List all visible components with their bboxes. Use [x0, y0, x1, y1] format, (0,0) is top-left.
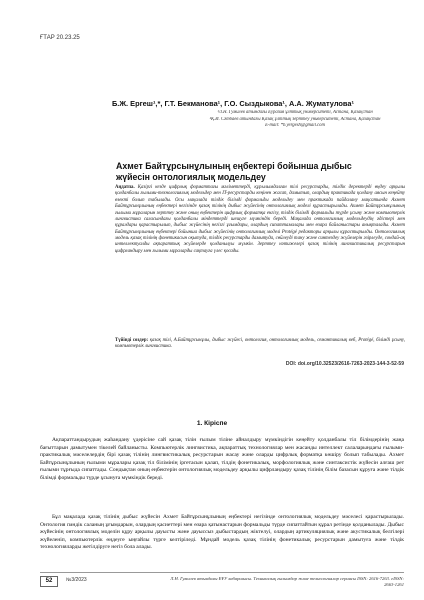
abstract-text: Қазіргі кезде цифрлық форматтағы мәліметтерді, құрылымдалған тілі ресурстарды, тілдік деректерді өңдеу арқылы қолданбалы ғылыми-технологиялық модельдер мен IT-ресурстарды кеңінен жасап, дамытып, олардың практикада қолдану аясын кеңейту өзекті болып табылады. Осы мақалада тілдік білімді формальды модельдеу мен практикада пайдалану мақсатында Ахмет Байтұрсынұлының еңбектері негізінде қазақ тілінің дыбыс жүйесінің онтологиялық моделі құрастырылады. Ахмет Байтұрсынұлының ғылыми мұраларын зерттеу және оның еңбектерін цифрлық форматқа енгізу, тілдік білімді формальды түрде ұсыну және компьютерлік лингвистика саласындағы қолданбалы міндеттерді шешуге мүмкіндік береді. Мақалада онтологиялық модельдеудің әдістері мен құралдары қарастырылып, дыбыс жүйесінің негізгі ұғымдары, олардың сипаттамалары мен өзара байланыстары анықталады. Ахмет Байтұрсынұлының еңбектері бойынша дыбыс жүйесінің онтологиялық моделі Protégé редакторы арқылы құрастырылды. Онтологиялық модель қазақ тілінің фонетикасын оқытуда, тілдік ресурстарды дамытуда, сөйлеуді тану және синтездеу жүйелерін әзірлеуде, сондай-ақ интеллектуалды ақпараттық жүйелерде қолданылуы мүмкін. Зерттеу нәтижелері қазақ тілінің лингвистикалық ресурстарын цифрландыру мен ғылыми мұраларды сақтауға үлес қосады. — [115, 185, 405, 254]
affiliation-2: ²Қ.И. Сәтбаев атындағы Қазақ ұлттық зерттеу университеті, Астана, Қазақстан — [209, 116, 381, 122]
page-number: 52 — [40, 576, 58, 587]
journal-name: Л.Н. Гумилев атындағы ЕҰУ хабаршысы. Техникалық ғылымдар және технологиялар сериясы ISSN: 2616-7263. eISSN: 2663-1261 — [170, 576, 404, 587]
article-title: Ахмет Байтұрсынұлының еңбектері бойынша дыбыс жүйесін онтологиялық модельдеу — [116, 161, 352, 183]
doi-link[interactable]: DOI: doi.org/10.32523/2616-7263-2023-144-3-52-59 — [285, 361, 404, 367]
affiliation-1: ¹Л.Н. Гумилев атындағы Еуразия ұлттық университеті, Астана, Қазақстан — [217, 110, 373, 115]
body-paragraph: Бұл мақалада қазақ тілінің дыбыс жүйесін Ахмет Байтұрсынұлының еңбектері негізінде онтологиялық модельдеу мәселесі қарастырылады. Онтология пәндік саланың ұғымдарын, олардың қасиеттері мен өзара қатынастарын формальды түрде сипаттайтын құрал ретінде қолданылады. Дыбыс жүйесінің онтологиялық моделін құру арқылы дауысты және дауыссыз дыбыстардың жіктелуі, олардың артикуляциялық және акустикалық белгілері жүйеленіп, компьютерлік өңдеуге ыңғайлы түрге келтіріледі. Мұндай модель қазақ тілінің фонетикалық ресурстарын дамытуға және тілдік технологияларды жетілдіруге негіз бола алады. — [40, 514, 404, 551]
keywords-text: қазақ тілі, А.Байтұрсынұлы, дыбыс жүйесі, онтология, онтологиялық модель, семантикалық веб, Protégé, білімді ұсыну, компьютерлік лингвистика. — [115, 338, 406, 350]
keywords — [115, 338, 405, 351]
author-list: Б.Ж. Ергеш¹,*, Г.Т. Бекманова¹, Г.О. Сыздыкова¹, А.А. Жуматулова¹ — [112, 99, 354, 108]
issue-number: №3/2023 — [66, 577, 87, 583]
author-email[interactable]: E-mail: *b.yergesh@gmail.com — [265, 123, 325, 129]
running-head: ҒТАР 20.23.25 — [40, 35, 80, 41]
abstract — [115, 185, 405, 255]
section-title-introduction: 1. Кіріспе — [196, 420, 228, 427]
footer-divider — [40, 572, 404, 573]
keywords-label: Түйінді сөздер: — [115, 338, 149, 343]
body-paragraph: Ақпараттандырудың жаһандану үдерісіне сай қазақ тілін ғылым тіліне айналдыру мүмкіндігін кеңейту қолданбалы тіл білімдерінің жаңа бағыттарын дамытумен тікелей байланысты. Компьютерлік лингвистика, ақпараттық технологиялар мен жасанды интеллект салаларындағы ғылыми-практикалық мәселелердің бірі қазақ тілінің лингвистикалық ресурстарын жасау және оларды цифрлық форматқа көшіру болып табылады. Ахмет Байтұрсынұлының ғылыми мұралары қазақ тіл білімінің іргетасын қалап, тілдің фонетикалық, морфологиялық және синтаксистік жүйесін алғаш рет ғылыми тұрғыда сипаттады. Сондықтан оның еңбектерін онтологиялық модельдеу арқылы цифрландыру қазақ тілінің білім базасын құруға және тілдік білімді формальды түрде ұсынуға мүмкіндік береді. — [40, 437, 404, 481]
affiliations — [180, 110, 410, 130]
abstract-label: Аңдатпа. — [115, 185, 135, 190]
